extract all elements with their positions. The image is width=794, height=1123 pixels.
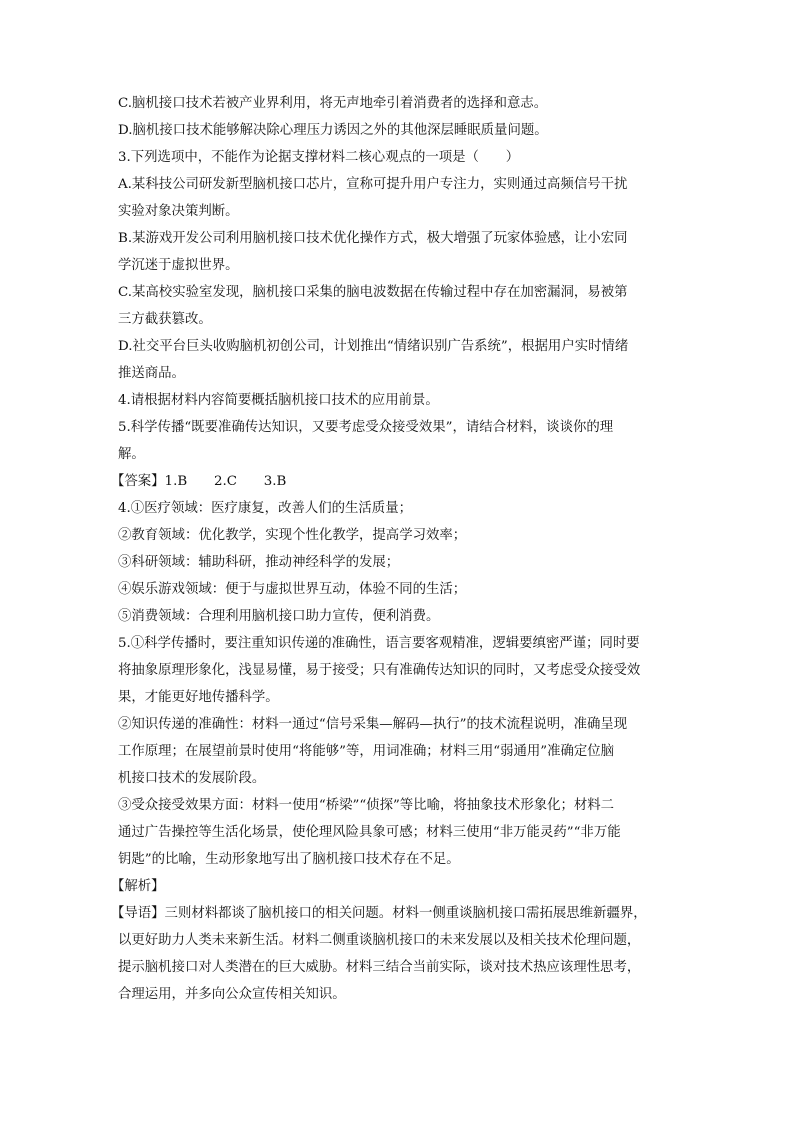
answer-5-item-2-cont2: 机接口技术的发展阶段。 [118, 771, 266, 786]
answer-5-item-1: 5.①科学传播时，要注重知识传递的准确性，语言要客观精准，逻辑要缜密严谨；同时要 [118, 636, 640, 651]
answer-4-item-1: 4.①医疗领域：医疗康复，改善人们的生活质量； [118, 501, 412, 516]
answer-5-item-1-cont: 将抽象原理形象化，浅显易懂，易于接受；只有准确传达知识的同时，又考虑受众接受效 [118, 663, 641, 678]
intro-paragraph-cont2: 提示脑机接口对人类潜在的巨大威胁。材料三结合当前实际，谈对技术热应该理性思考， [118, 960, 641, 975]
question-5: 5.科学传播“既要准确传达知识，又要考虑受众接受效果”，请结合材料，谈谈你的理 [118, 420, 614, 435]
analysis-heading: 【解析】 [111, 879, 165, 894]
answer-5-item-1-cont2: 果，才能更好地传播科学。 [118, 690, 279, 705]
answer-5-item-3: ③受众接受效果方面：材料一使用“桥梁”“侦探”等比喻，将抽象技术形象化；材料二 [118, 798, 615, 813]
document-page [111, 90, 688, 1008]
intro-paragraph-cont3: 合理运用，并多向公众宣传相关知识。 [118, 987, 346, 1002]
intro-paragraph-cont: 以更好助力人类未来新生活。材料二侧重谈脑机接口的未来发展以及相关技术伦理问题， [118, 933, 641, 948]
answer-5-item-2-cont: 工作原理；在展望前景时使用“将能够”等，用词准确；材料三用“弱通用”准确定位脑 [118, 744, 615, 759]
q3-option-b-cont: 学沉迷于虚拟世界。 [118, 258, 239, 273]
option-c-line: C.脑机接口技术若被产业界利用，将无声地牵引着消费者的选择和意志。 [118, 96, 548, 111]
answer-4-item-3: ③科研领域：辅助科研，推动神经科学的发展； [118, 555, 400, 570]
answer-5-item-2: ②知识传递的准确性：材料一通过“信号采集—解码—执行”的技术流程说明，准确呈现 [118, 717, 628, 732]
q3-option-c: C.某高校实验室发现，脑机接口采集的脑电波数据在传输过程中存在加密漏洞，易被第 [118, 285, 628, 300]
intro-paragraph: 【导语】三则材料都谈了脑机接口的相关问题。材料一侧重谈脑机接口需拓展思维新疆界， [111, 906, 647, 921]
question-3: 3.下列选项中，不能作为论据支撑材料二核心观点的一项是（ ） [118, 150, 520, 165]
answer-5-item-3-cont: 通过广告操控等生活化场景，使伦理风险具象可感；材料三使用“非万能灵药”“非万能 [118, 825, 621, 840]
q3-option-c-cont: 三方截获篡改。 [118, 312, 212, 327]
answer-4-item-2: ②教育领域：优化教学，实现个性化教学，提高学习效率； [118, 528, 467, 543]
question-4: 4.请根据材料内容简要概括脑机接口技术的应用前景。 [118, 393, 439, 408]
option-d-line: D.脑机接口技术能够解决除心理压力诱因之外的其他深层睡眠质量问题。 [118, 123, 548, 138]
question-5-cont: 解。 [118, 447, 145, 462]
q3-option-a: A.某科技公司研发新型脑机接口芯片，宣称可提升用户专注力，实则通过高频信号干扰 [118, 177, 628, 192]
q3-option-d-cont: 推送商品。 [118, 366, 185, 381]
answer-5-item-3-cont2: 钥匙”的比喻，生动形象地写出了脑机接口技术存在不足。 [118, 852, 460, 867]
answer-heading: 【答案】1.B 2.C 3.B [111, 474, 287, 489]
q3-option-a-cont: 实验对象决策判断。 [118, 204, 239, 219]
q3-option-d: D.社交平台巨头收购脑机初创公司，计划推出“情绪识别广告系统”，根据用户实时情绪 [118, 339, 629, 354]
answer-4-item-5: ⑤消费领域：合理利用脑机接口助力宣传，便利消费。 [118, 609, 440, 624]
answer-4-item-4: ④娱乐游戏领域：便于与虚拟世界互动，体验不同的生活； [118, 582, 467, 597]
q3-option-b: B.某游戏开发公司利用脑机接口技术优化操作方式，极大增强了玩家体验感，让小宏同 [118, 231, 628, 246]
